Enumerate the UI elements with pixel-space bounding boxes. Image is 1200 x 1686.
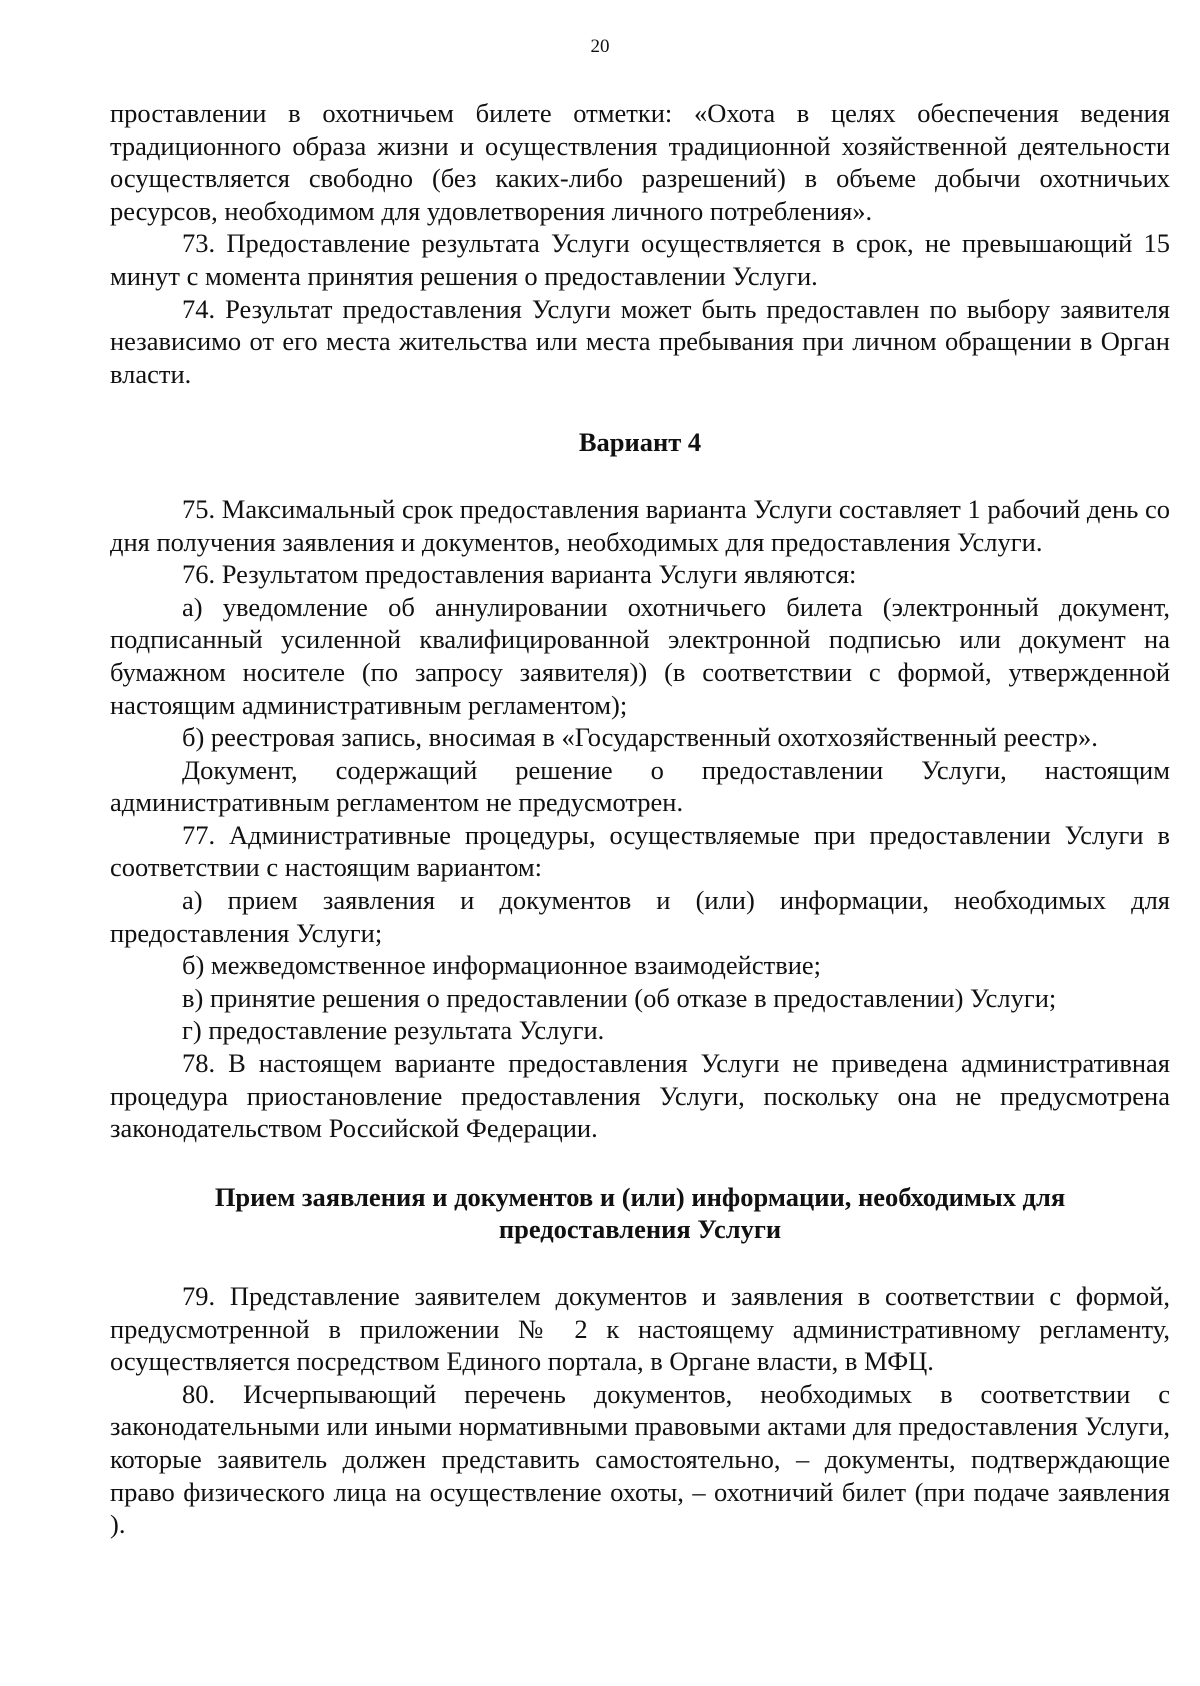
paragraph-77: 77. Административные процедуры, осуществляемые при предоставлении Услуги в соответствии с настоящим вариантом: — [110, 819, 1170, 883]
paragraph-79: 79. Представление заявителем документов и заявления в соответствии с формой, предусмотренной в приложении № 2 к настоящему административному регламенту, осуществляется посредством Единого портала, в Органе власти, в МФЦ. — [110, 1281, 1170, 1377]
paragraph-75: 75. Максимальный срок предоставления варианта Услуги составляет 1 рабочий день со дня получения заявления и документов, необходимых для предоставления Услуги. — [110, 493, 1170, 557]
heading-variant-4: Вариант 4 — [578, 427, 702, 458]
paragraph-77-b: б) межведомственное информационное взаимодействие; — [182, 950, 822, 981]
paragraph-continuation: проставлении в охотничьем билете отметки: «Охота в целях обеспечения ведения традиционного образа жизни и осуществления традиционной хозяйственной деятельности осуществляется свободно (без каких-либо разрешений) в объеме добычи охотничьих ресурсов, необходимом для удовлетворения личного потребления». — [110, 98, 1170, 226]
paragraph-76-a: а) уведомление об аннулировании охотничьего билета (электронный документ, подписанный усиленной квалифицированной электронной подписью или документ на бумажном носителе (по запросу заявителя)) (в соответствии с формой, утвержденной настоящим административным регламентом); — [110, 591, 1170, 720]
paragraph-73: 73. Предоставление результата Услуги осуществляется в срок, не превышающий 15 минут с момента принятия решения о предоставлении Услуги. — [110, 228, 1170, 291]
paragraph-76-b: б) реестровая запись, вносимая в «Государственный охотхозяйственный реестр». — [182, 722, 1098, 753]
heading-reception-line-1: Прием заявления и документов и (или) информации, необходимых для — [214, 1181, 1066, 1212]
document-body — [110, 97, 1170, 1541]
heading-reception-line-2: предоставления Услуги — [498, 1214, 782, 1245]
paragraph-78: 78. В настоящем варианте предоставления Услуги не приведена административная процедура приостановление предоставления Услуги, поскольку она не предусмотрена законодательством Российской Федерации. — [110, 1048, 1170, 1144]
page-number: 20 — [590, 36, 610, 57]
paragraph-77-a: а) прием заявления и документов и (или) информации, необходимых для предоставления Услуги; — [110, 885, 1170, 948]
paragraph-80: 80. Исчерпывающий перечень документов, необходимых в соответствии с законодательными или иными нормативными правовыми актами для предоставления Услуги, которые заявитель должен представить самостоятельно, – документы, подтверждающие право физического лица на осуществление охоты, – охотничий билет (при подаче заявления ). — [110, 1378, 1170, 1540]
paragraph-74: 74. Результат предоставления Услуги может быть предоставлен по выбору заявителя независимо от его места жительства или места пребывания при личном обращении в Орган власти. — [110, 293, 1170, 389]
paragraph-76-document: Документ, содержащий решение о предоставлении Услуги, настоящим административным регламентом не предусмотрен. — [110, 754, 1170, 818]
paragraph-77-g: г) предоставление результата Услуги. — [182, 1015, 605, 1046]
paragraph-77-v: в) принятие решения о предоставлении (об отказе в предоставлении) Услуги; — [182, 982, 1057, 1013]
heading-reception — [110, 1181, 1170, 1246]
paragraph-76: 76. Результатом предоставления варианта Услуги являются: — [182, 559, 857, 590]
